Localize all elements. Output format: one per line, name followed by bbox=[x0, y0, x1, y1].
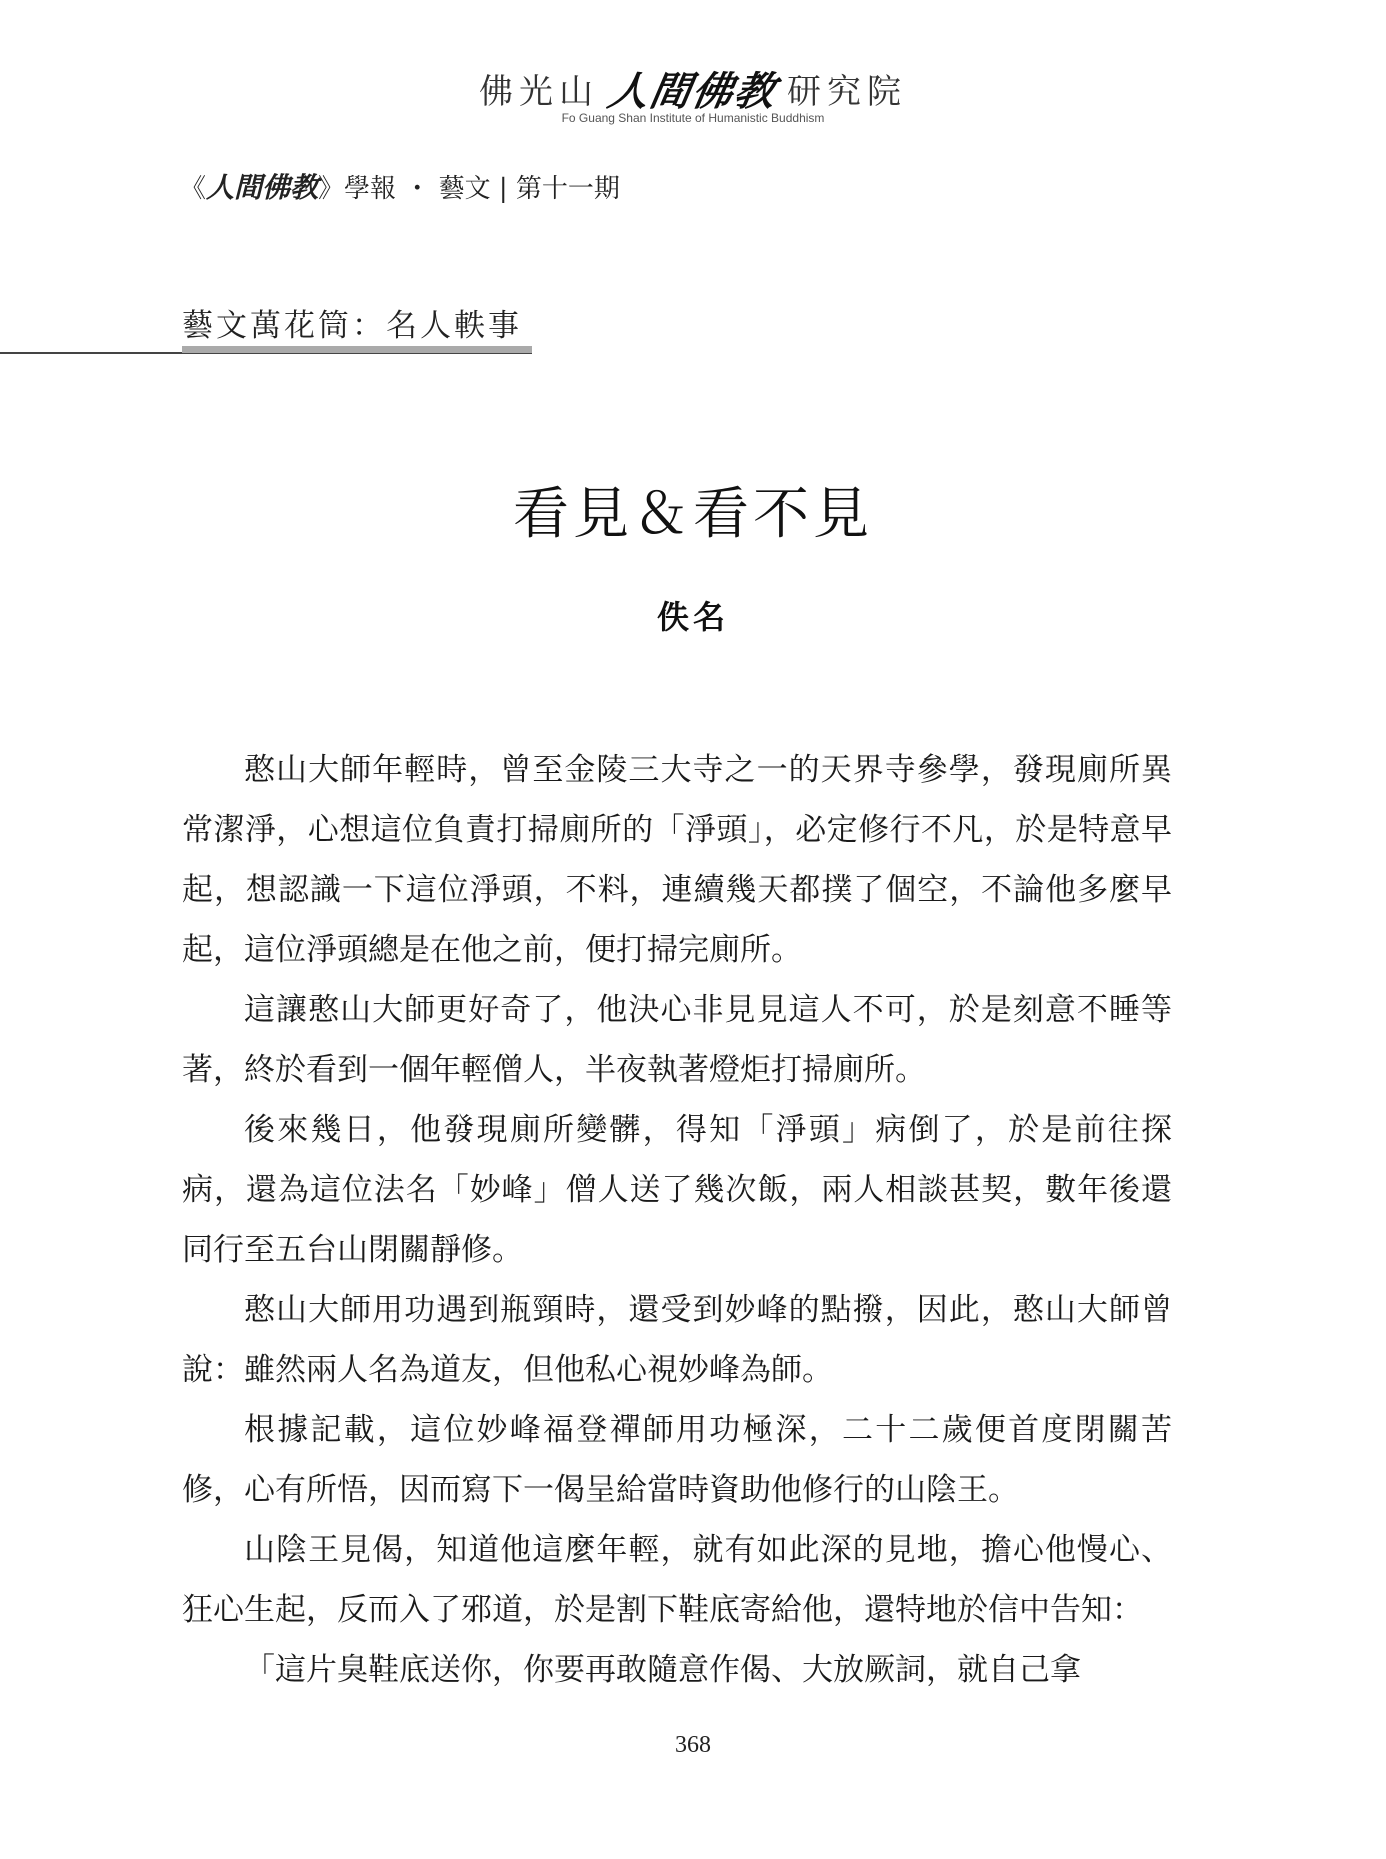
institute-english-name: Fo Guang Shan Institute of Humanistic Buddhism bbox=[561, 111, 825, 125]
journal-issue-info: 學報 ・ 藝文 | 第十一期 bbox=[344, 174, 620, 204]
institute-name-left: 佛光山 bbox=[479, 72, 599, 112]
paragraph: 這讓憨山大師更好奇了，他決心非見見這人不可，於是刻意不睡等著，終於看到一個年輕僧人，半夜執著燈炬打掃廁所。 bbox=[182, 992, 1172, 1088]
paragraph: 根據記載，這位妙峰福登禪師用功極深，二十二歲便首度閉關苦修，心有所悟，因而寫下一偈呈給當時資助他修行的山陰王。 bbox=[182, 1412, 1172, 1508]
paragraph: 憨山大師年輕時，曾至金陵三大寺之一的天界寺參學，發現廁所異常潔淨，心想這位負責打掃廁所的「淨頭」，必定修行不凡，於是特意早起，想認識一下這位淨頭，不料，連續幾天都撲了個空，不論他多麼早起，這位淨頭總是在他之前，便打掃完廁所。 bbox=[182, 752, 1172, 968]
section-title: 藝文萬花筒：名人軼事 bbox=[182, 308, 522, 344]
humanistic-buddhism-calligraphy-logo: 人間佛教 bbox=[604, 69, 781, 115]
paragraph: 後來幾日，他發現廁所變髒，得知「淨頭」病倒了，於是前往探病，還為這位法名「妙峰」僧人送了幾次飯，兩人相談甚契，數年後還同行至五台山閉關靜修。 bbox=[182, 1112, 1172, 1268]
article-author: 佚名 bbox=[656, 598, 729, 636]
journal-calligraphy-mark: 人間佛教 bbox=[206, 171, 319, 204]
article-title: 看見＆看不見 bbox=[513, 482, 873, 547]
article-body bbox=[182, 740, 1172, 1700]
section-underline-bar bbox=[182, 346, 532, 353]
journal-close-bracket: 》 bbox=[318, 174, 345, 204]
journal-open-bracket: 《 bbox=[180, 174, 207, 204]
paragraph: 山陰王見偈，知道他這麼年輕，就有如此深的見地，擔心他慢心、狂心生起，反而入了邪道，於是割下鞋底寄給他，還特地於信中告知： bbox=[182, 1532, 1172, 1628]
institute-name-right: 研究院 bbox=[787, 72, 907, 112]
institute-logo bbox=[0, 60, 1386, 115]
journal-header bbox=[180, 166, 620, 206]
paragraph: 憨山大師用功遇到瓶頸時，還受到妙峰的點撥，因此，憨山大師曾說：雖然兩人名為道友，但他私心視妙峰為師。 bbox=[182, 1292, 1172, 1388]
paragraph: 「這片臭鞋底送你，你要再敢隨意作偈、大放厥詞，就自己拿 bbox=[244, 1652, 1081, 1688]
page-number: 368 bbox=[675, 1732, 711, 1758]
